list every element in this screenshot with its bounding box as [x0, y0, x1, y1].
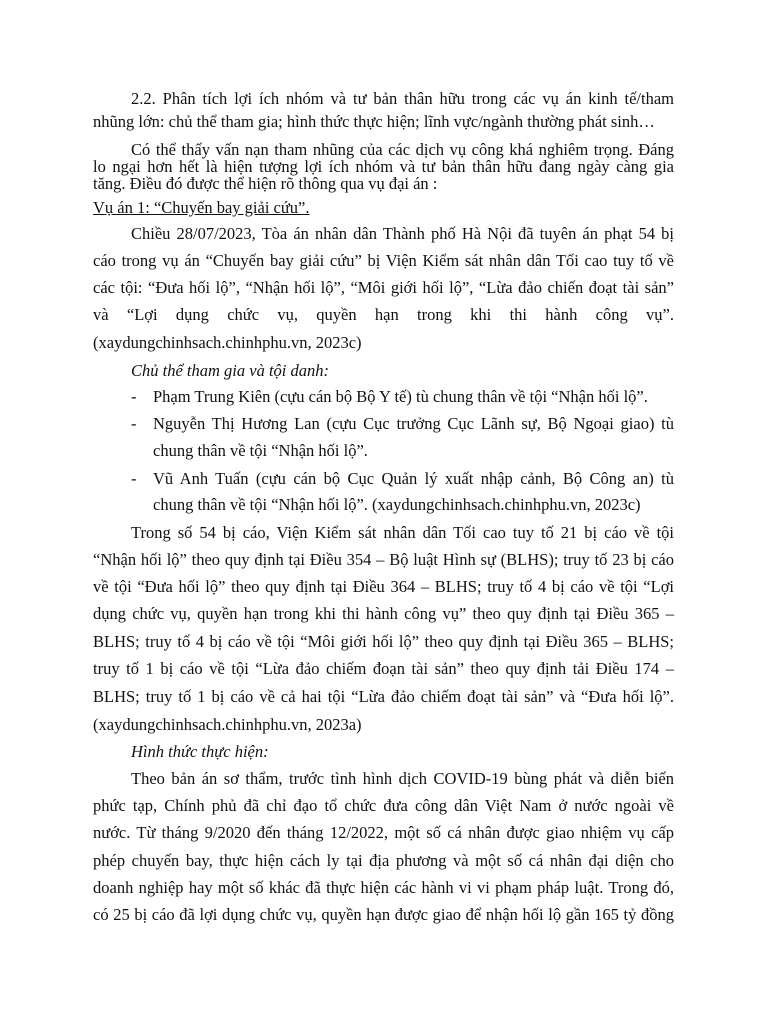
case-para-line-3: các tội: “Đưa hối lộ”, “Nhận hối lộ”, “Môi giới hối lộ”, “Lừa đảo chiến đoạt tài sản” [93, 278, 674, 297]
case-para-line-2: cáo trong vụ án “Chuyến bay giải cứu” bị Viện Kiểm sát nhân dân Tối cao tuy tố về [93, 251, 674, 270]
form-para-line-2: phức tạp, Chính phủ đã chỉ đạo tổ chức đưa công dân Việt Nam ở nước ngoài về [93, 796, 674, 815]
list-dash: - [131, 387, 137, 406]
form-para-line-1: Theo bản án sơ thẩm, trước tình hình dịch COVID-19 bùng phát và diễn biến [131, 769, 674, 788]
list-dash: - [131, 469, 137, 488]
list-item-2-line-1: Nguyễn Thị Hương Lan (cựu Cục trưởng Cục Lãnh sự, Bộ Ngoại giao) tù [153, 414, 674, 433]
form-para-line-5: doanh nghiệp hay một số khác đã thực hiện các hành vi vi phạm pháp luật. Trong đó, [93, 878, 674, 897]
charges-para-line-2: “Nhận hối lộ” theo quy định tại Điều 354 – Bộ luật Hình sự (BLHS); truy tố 23 bị cáo [93, 550, 674, 569]
case-para-line-1: Chiều 28/07/2023, Tòa án nhân dân Thành phố Hà Nội đã tuyên án phạt 54 bị [131, 224, 674, 243]
charges-para-line-7: BLHS; truy tố 1 bị cáo về cả hai tội “Lừa đảo chiếm đoạt tài sản” và “Đưa hối lộ”. [93, 687, 674, 706]
subjects-heading: Chủ thể tham gia và tội danh: [131, 361, 329, 380]
form-para-line-6: có 25 bị cáo đã lợi dụng chức vụ, quyền hạn được giao để nhận hối lộ gần 165 tỷ đồng [93, 905, 674, 924]
case-para-line-5: (xaydungchinhsach.chinhphu.vn, 2023c) [93, 333, 362, 352]
list-item-3-line-1: Vũ Anh Tuấn (cựu cán bộ Cục Quản lý xuất nhập cảnh, Bộ Công an) tù [153, 469, 674, 488]
intro-line-1: Có thể thấy vấn nạn tham nhũng của các dịch vụ công khá nghiêm trọng. Đáng [131, 140, 674, 159]
intro-line-2: lo ngại hơn hết là hiện tượng lợi ích nhóm và tư bản thân hữu đang ngày càng gia [93, 157, 674, 176]
list-item-1-line-1: Phạm Trung Kiên (cựu cán bộ Bộ Y tế) tù chung thân về tội “Nhận hối lộ”. [153, 387, 648, 406]
charges-para-line-5: BLHS; truy tố 4 bị cáo về tội “Môi giới hối lộ” theo quy định tại Điều 365 – BLHS; [93, 632, 674, 651]
list-item-3-line-2: chung thân về tội “Nhận hối lộ”. (xaydungchinhsach.chinhphu.vn, 2023c) [153, 495, 641, 514]
form-para-line-4: phép chuyến bay, thực hiện cách ly tại địa phương và một số cá nhân đại diện cho [93, 851, 674, 870]
list-item-2-line-2: chung thân về tội “Nhận hối lộ”. [153, 441, 368, 460]
section-heading-line-2: nhũng lớn: chủ thể tham gia; hình thức thực hiện; lĩnh vực/ngành thường phát sinh… [93, 112, 655, 131]
charges-para-line-6: truy tố 1 bị cáo về tội “Lừa đảo chiếm đoạn tài sản” theo quy định tải Điều 174 – [93, 659, 674, 678]
section-heading-line-1: 2.2. Phân tích lợi ích nhóm và tư bản thân hữu trong các vụ án kinh tế/tham [131, 89, 674, 108]
charges-para-line-3: về tội “Đưa hối lộ” theo quy định tại Điều 364 – BLHS; truy tố 4 bị cáo về tội “Lợi [93, 577, 674, 596]
charges-para-line-1: Trong số 54 bị cáo, Viện Kiểm sát nhân dân Tối cao tuy tố 21 bị cáo về tội [131, 523, 674, 542]
charges-para-line-4: dụng chức vụ, quyền hạn trong khi thi hành công vụ” theo quy định tại Điều 365 – [93, 604, 674, 623]
case-title: Vụ án 1: “Chuyến bay giải cứu”. [93, 198, 310, 217]
case-para-line-4: và “Lợi dụng chức vụ, quyền hạn trong khi thi hành công vụ”. [93, 305, 674, 324]
intro-line-3: tăng. Điều đó được thể hiện rõ thông qua vụ đại án : [93, 174, 438, 193]
list-dash: - [131, 414, 137, 433]
charges-para-line-8: (xaydungchinhsach.chinhphu.vn, 2023a) [93, 715, 362, 734]
form-para-line-3: nước. Từ tháng 9/2020 đến tháng 12/2022, một số cá nhân được giao nhiệm vụ cấp [93, 823, 674, 842]
form-heading: Hình thức thực hiện: [131, 742, 269, 761]
